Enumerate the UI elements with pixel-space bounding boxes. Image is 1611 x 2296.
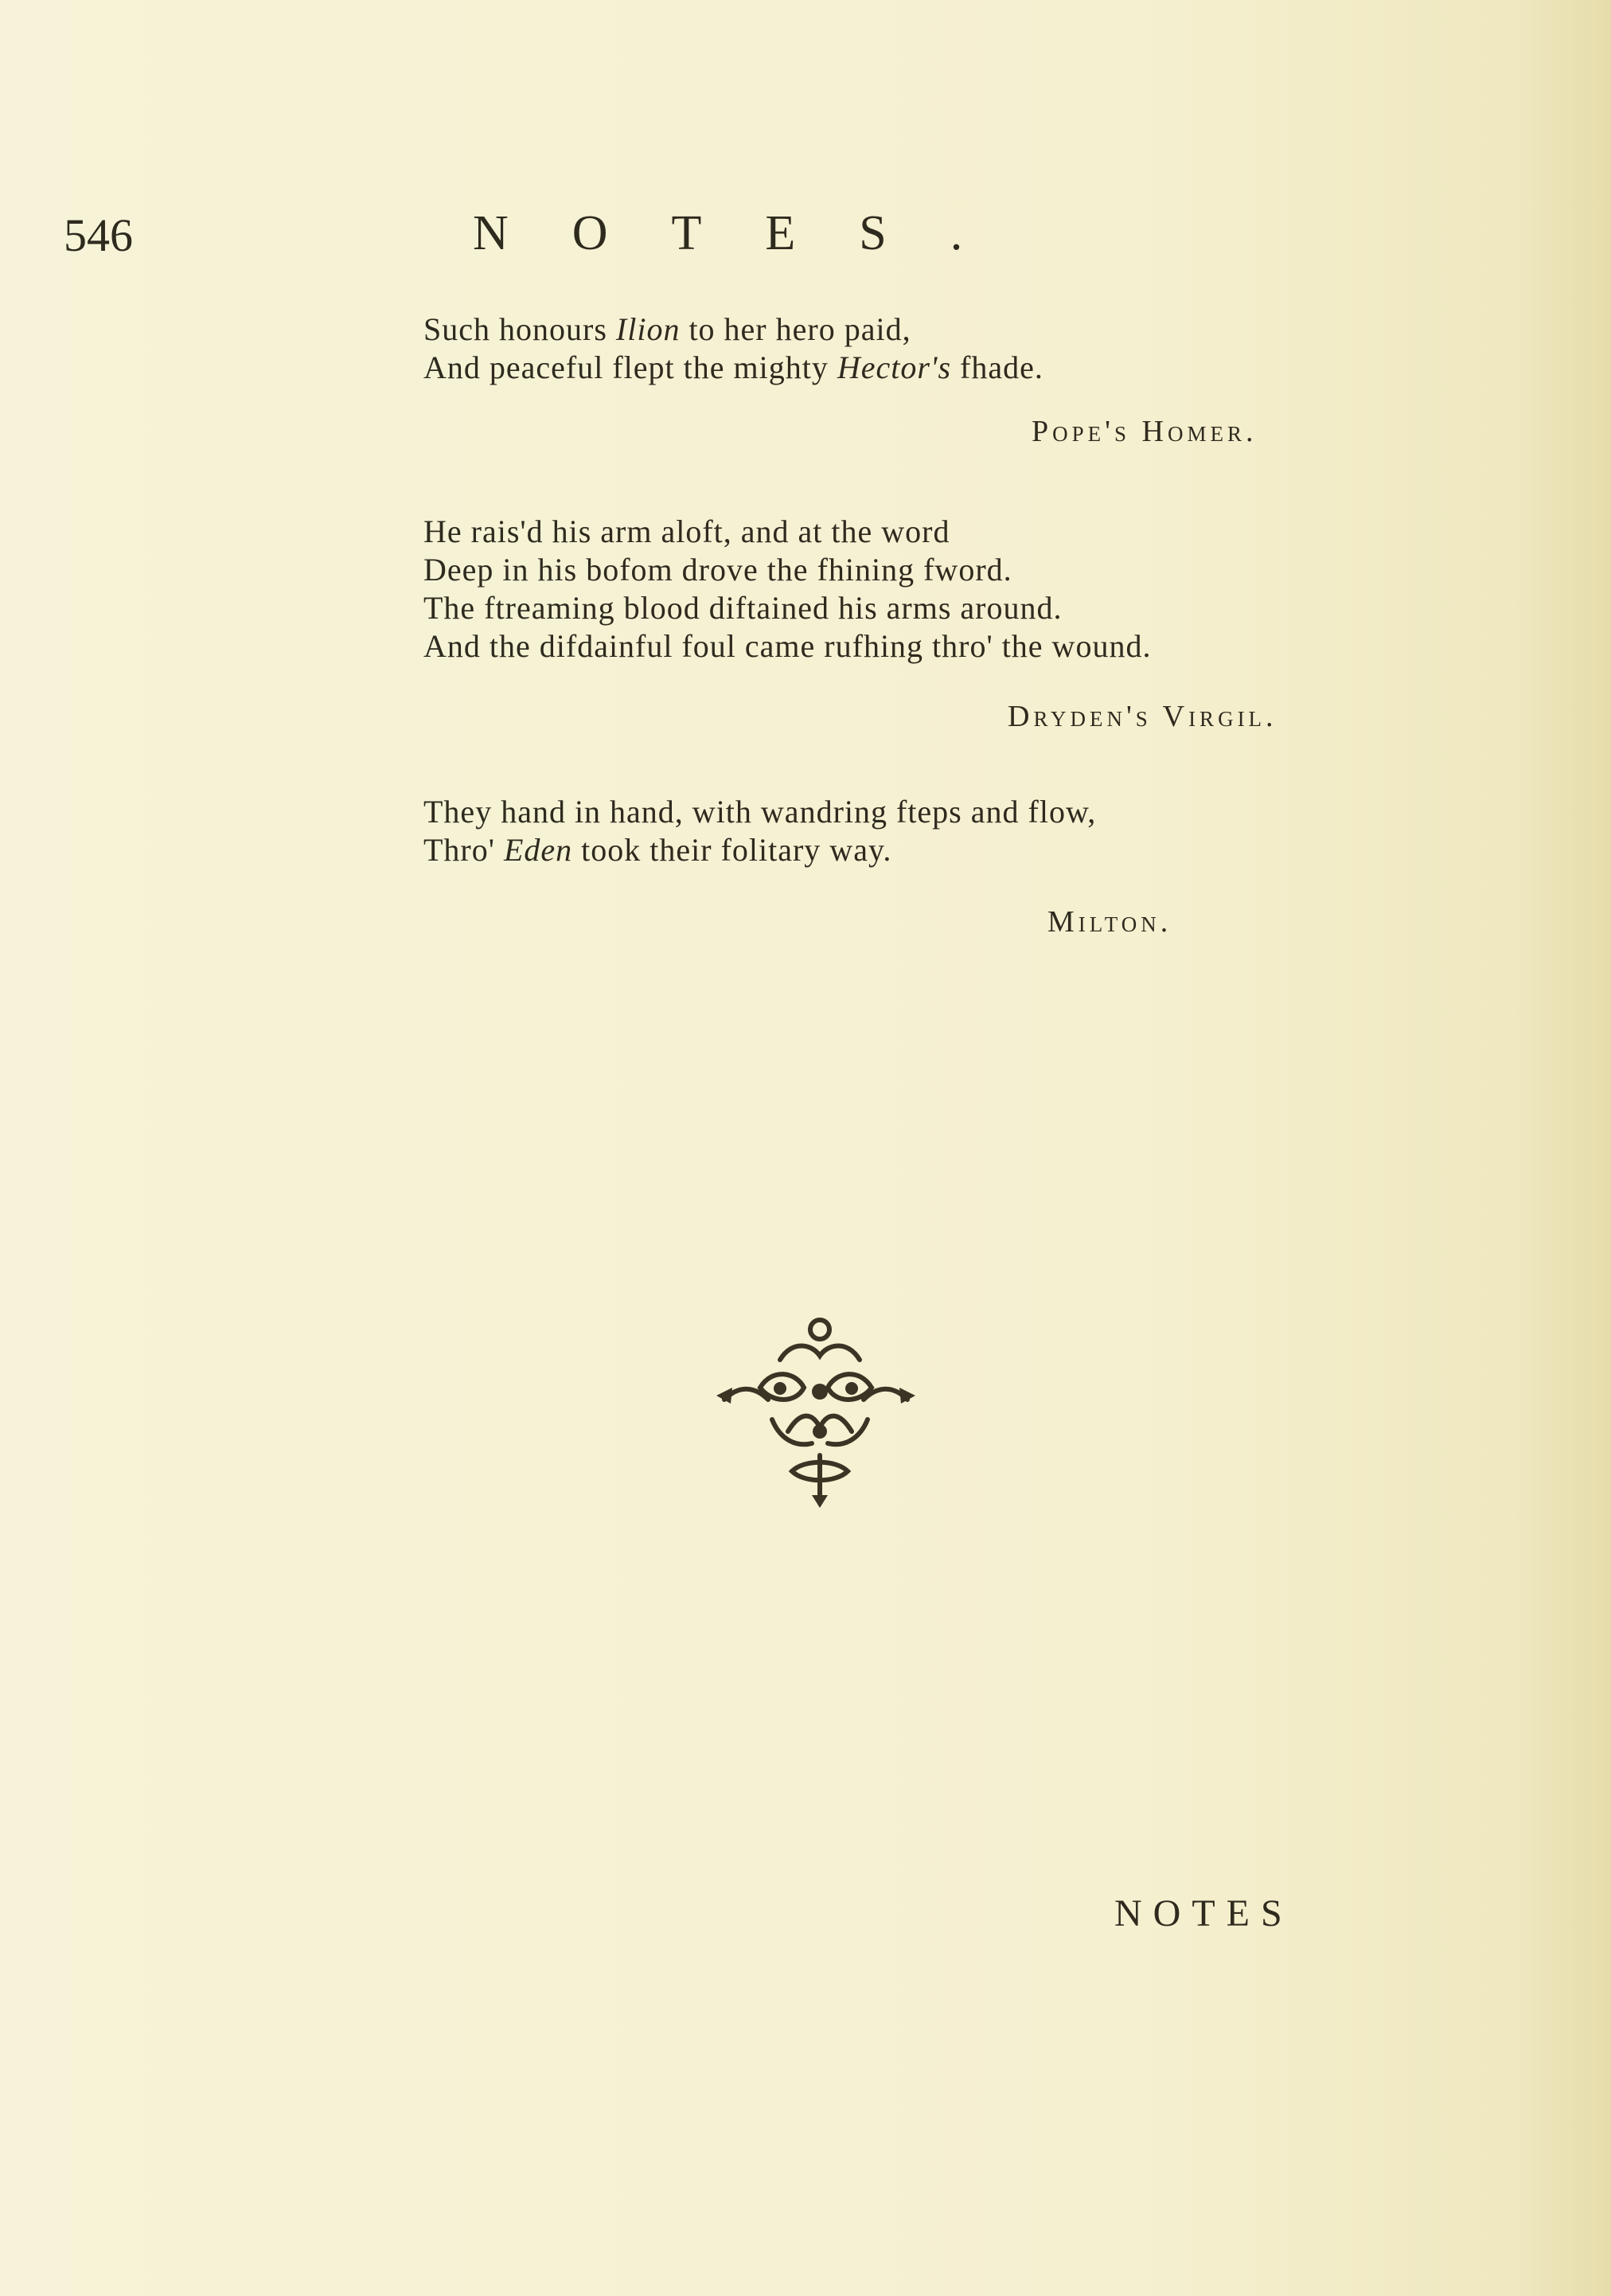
page-number: 546: [64, 209, 133, 261]
verse-text: fhade.: [951, 349, 1043, 385]
verse-line: [423, 589, 1151, 627]
verse-text: took their folitary way.: [572, 832, 892, 868]
verse-text: He rais'd his arm aloft, and at the word: [423, 513, 950, 549]
attribution-milton: Milton.: [1047, 905, 1172, 939]
italic-name: Eden: [503, 832, 573, 868]
quote-block-1: [423, 310, 1043, 387]
attribution-pope-homer: Pope's Homer.: [1032, 415, 1258, 448]
printers-ornament-icon: [692, 1312, 939, 1511]
verse-text: Such honours: [423, 311, 616, 347]
verse-line: [423, 513, 1151, 551]
verse-text: The ftreaming blood diftained his arms around.: [423, 590, 1063, 626]
running-head: NOTES.: [473, 206, 1027, 260]
verse-line: [423, 627, 1151, 666]
verse-line: [423, 349, 1043, 387]
verse-text: Deep in his bofom drove the fhining fword.: [423, 552, 1012, 588]
verse-line: [423, 551, 1151, 589]
italic-name: Ilion: [615, 311, 681, 347]
verse-text: And the difdainful foul came rufhing thro' the wound.: [423, 628, 1152, 664]
verse-line: [423, 310, 1043, 349]
verse-text: They hand in hand, with wandring fteps and flow,: [423, 794, 1097, 830]
italic-name: Hector's: [837, 349, 952, 385]
verse-line: [423, 793, 1096, 831]
verse-text: And peaceful flept the mighty: [423, 349, 837, 385]
verse-text: Thro': [423, 832, 504, 868]
quote-block-2: [423, 513, 1151, 666]
verse-text: to her hero paid,: [680, 311, 911, 347]
catchword: NOTES: [1114, 1892, 1293, 1935]
quote-block-3: [423, 793, 1096, 869]
verse-line: [423, 831, 1096, 869]
attribution-dryden-virgil: Dryden's Virgil.: [1008, 700, 1277, 733]
